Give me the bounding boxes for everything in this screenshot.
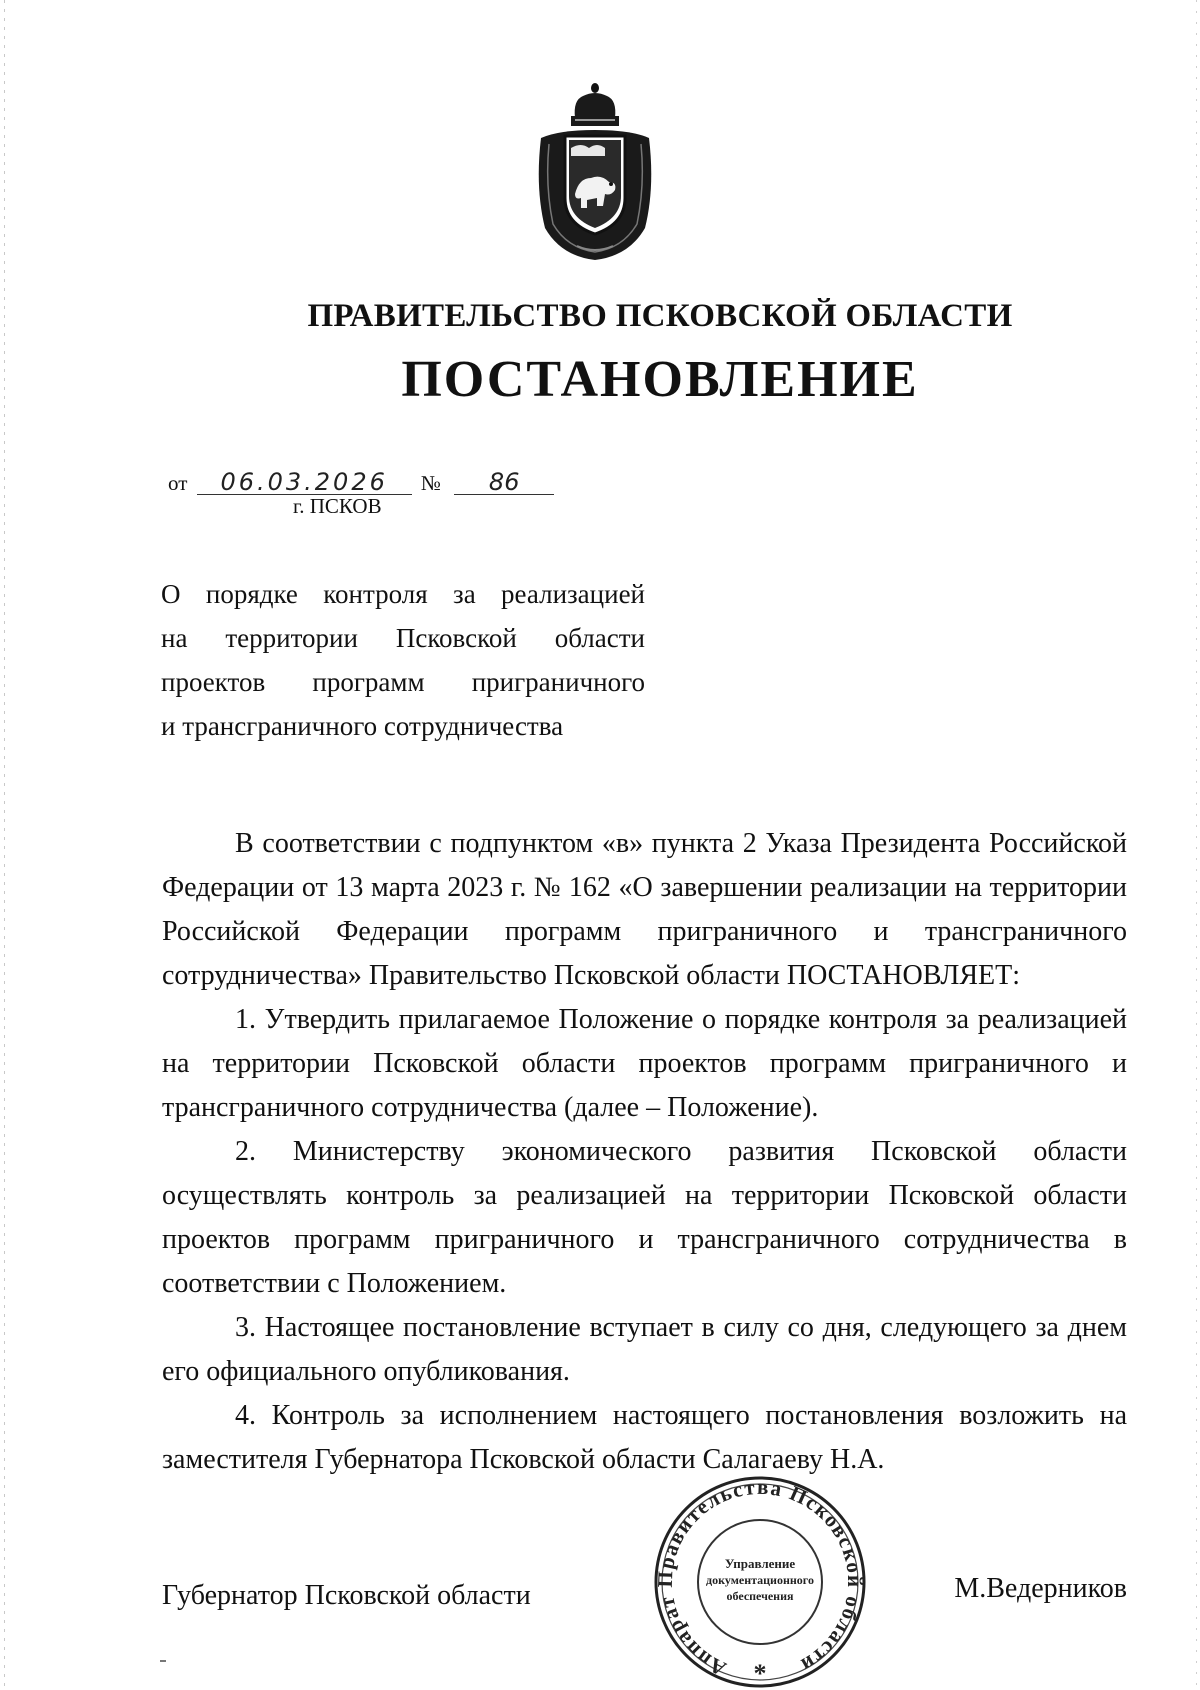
document-body (162, 822, 1127, 1482)
scan-edge-left (4, 0, 5, 1686)
stamp-center-line-1: Управление (724, 1556, 796, 1571)
document-type: ПОСТАНОВЛЕНИЕ (401, 351, 919, 408)
stamp-center-line-3: обеспечения (726, 1589, 794, 1603)
stamp-ring-text: Аппарат Правительства Псковской области (652, 1474, 868, 1682)
subject-line: проектов программ приграничного (161, 667, 645, 697)
scan-mark (160, 1660, 166, 1662)
coat-of-arms-icon (531, 78, 659, 262)
subject-line: и трансграничного сотрудничества (161, 711, 564, 741)
clause-1-paragraph: 1. Утвердить прилагаемое Положение о порядке контроля за реализацией на территории Псковской области проектов программ приграничного и трансграничного сотрудничества (далее – Положение). (162, 1004, 1127, 1123)
clause-3-paragraph: 3. Настоящее постановление вступает в силу со дня, следующего за днем его официального опубликования. (162, 1312, 1127, 1387)
handwritten-number: 86 (454, 470, 554, 495)
stamp-star: * (753, 1659, 767, 1688)
clause-2-paragraph: 2. Министерству экономического развития Псковской области осуществлять контроль за реализацией на территории Псковской области проектов программ приграничного и трансграничного сотрудничества в соответствии с Положением. (162, 1136, 1127, 1299)
number-prefix: № (420, 471, 441, 495)
handwritten-date: 06.03.2026 (197, 470, 412, 495)
official-stamp (645, 1470, 875, 1690)
clause-4-paragraph: 4. Контроль за исполнением настоящего постановления возложить на заместителя Губернатора Псковской области Салагаеву Н.А. (162, 1400, 1127, 1475)
signer-position: Губернатор Псковской области (162, 1580, 531, 1611)
scan-edge-right (1196, 0, 1197, 1686)
preamble-paragraph: В соответствии с подпунктом «в» пункта 2 Указа Президента Российской Федерации от 13 марта 2023 г. № 162 «О завершении реализации на территории Российской Федерации программ приграничного и трансграничного сотрудничества» Правительство Псковской области ПОСТАНОВЛЯЕТ: (162, 828, 1127, 991)
date-prefix: от (168, 471, 188, 495)
stamp-center-line-2: документационного (706, 1573, 814, 1587)
document-subject (161, 572, 645, 748)
government-title: ПРАВИТЕЛЬСТВО ПСКОВСКОЙ ОБЛАСТИ (307, 298, 1013, 334)
subject-line: на территории Псковской области (161, 623, 645, 653)
city-label: г. ПСКОВ (293, 494, 382, 518)
subject-line: О порядке контроля за реализацией (161, 579, 645, 609)
signer-name: М.Ведерников (954, 1573, 1127, 1604)
registration-line (168, 470, 554, 496)
